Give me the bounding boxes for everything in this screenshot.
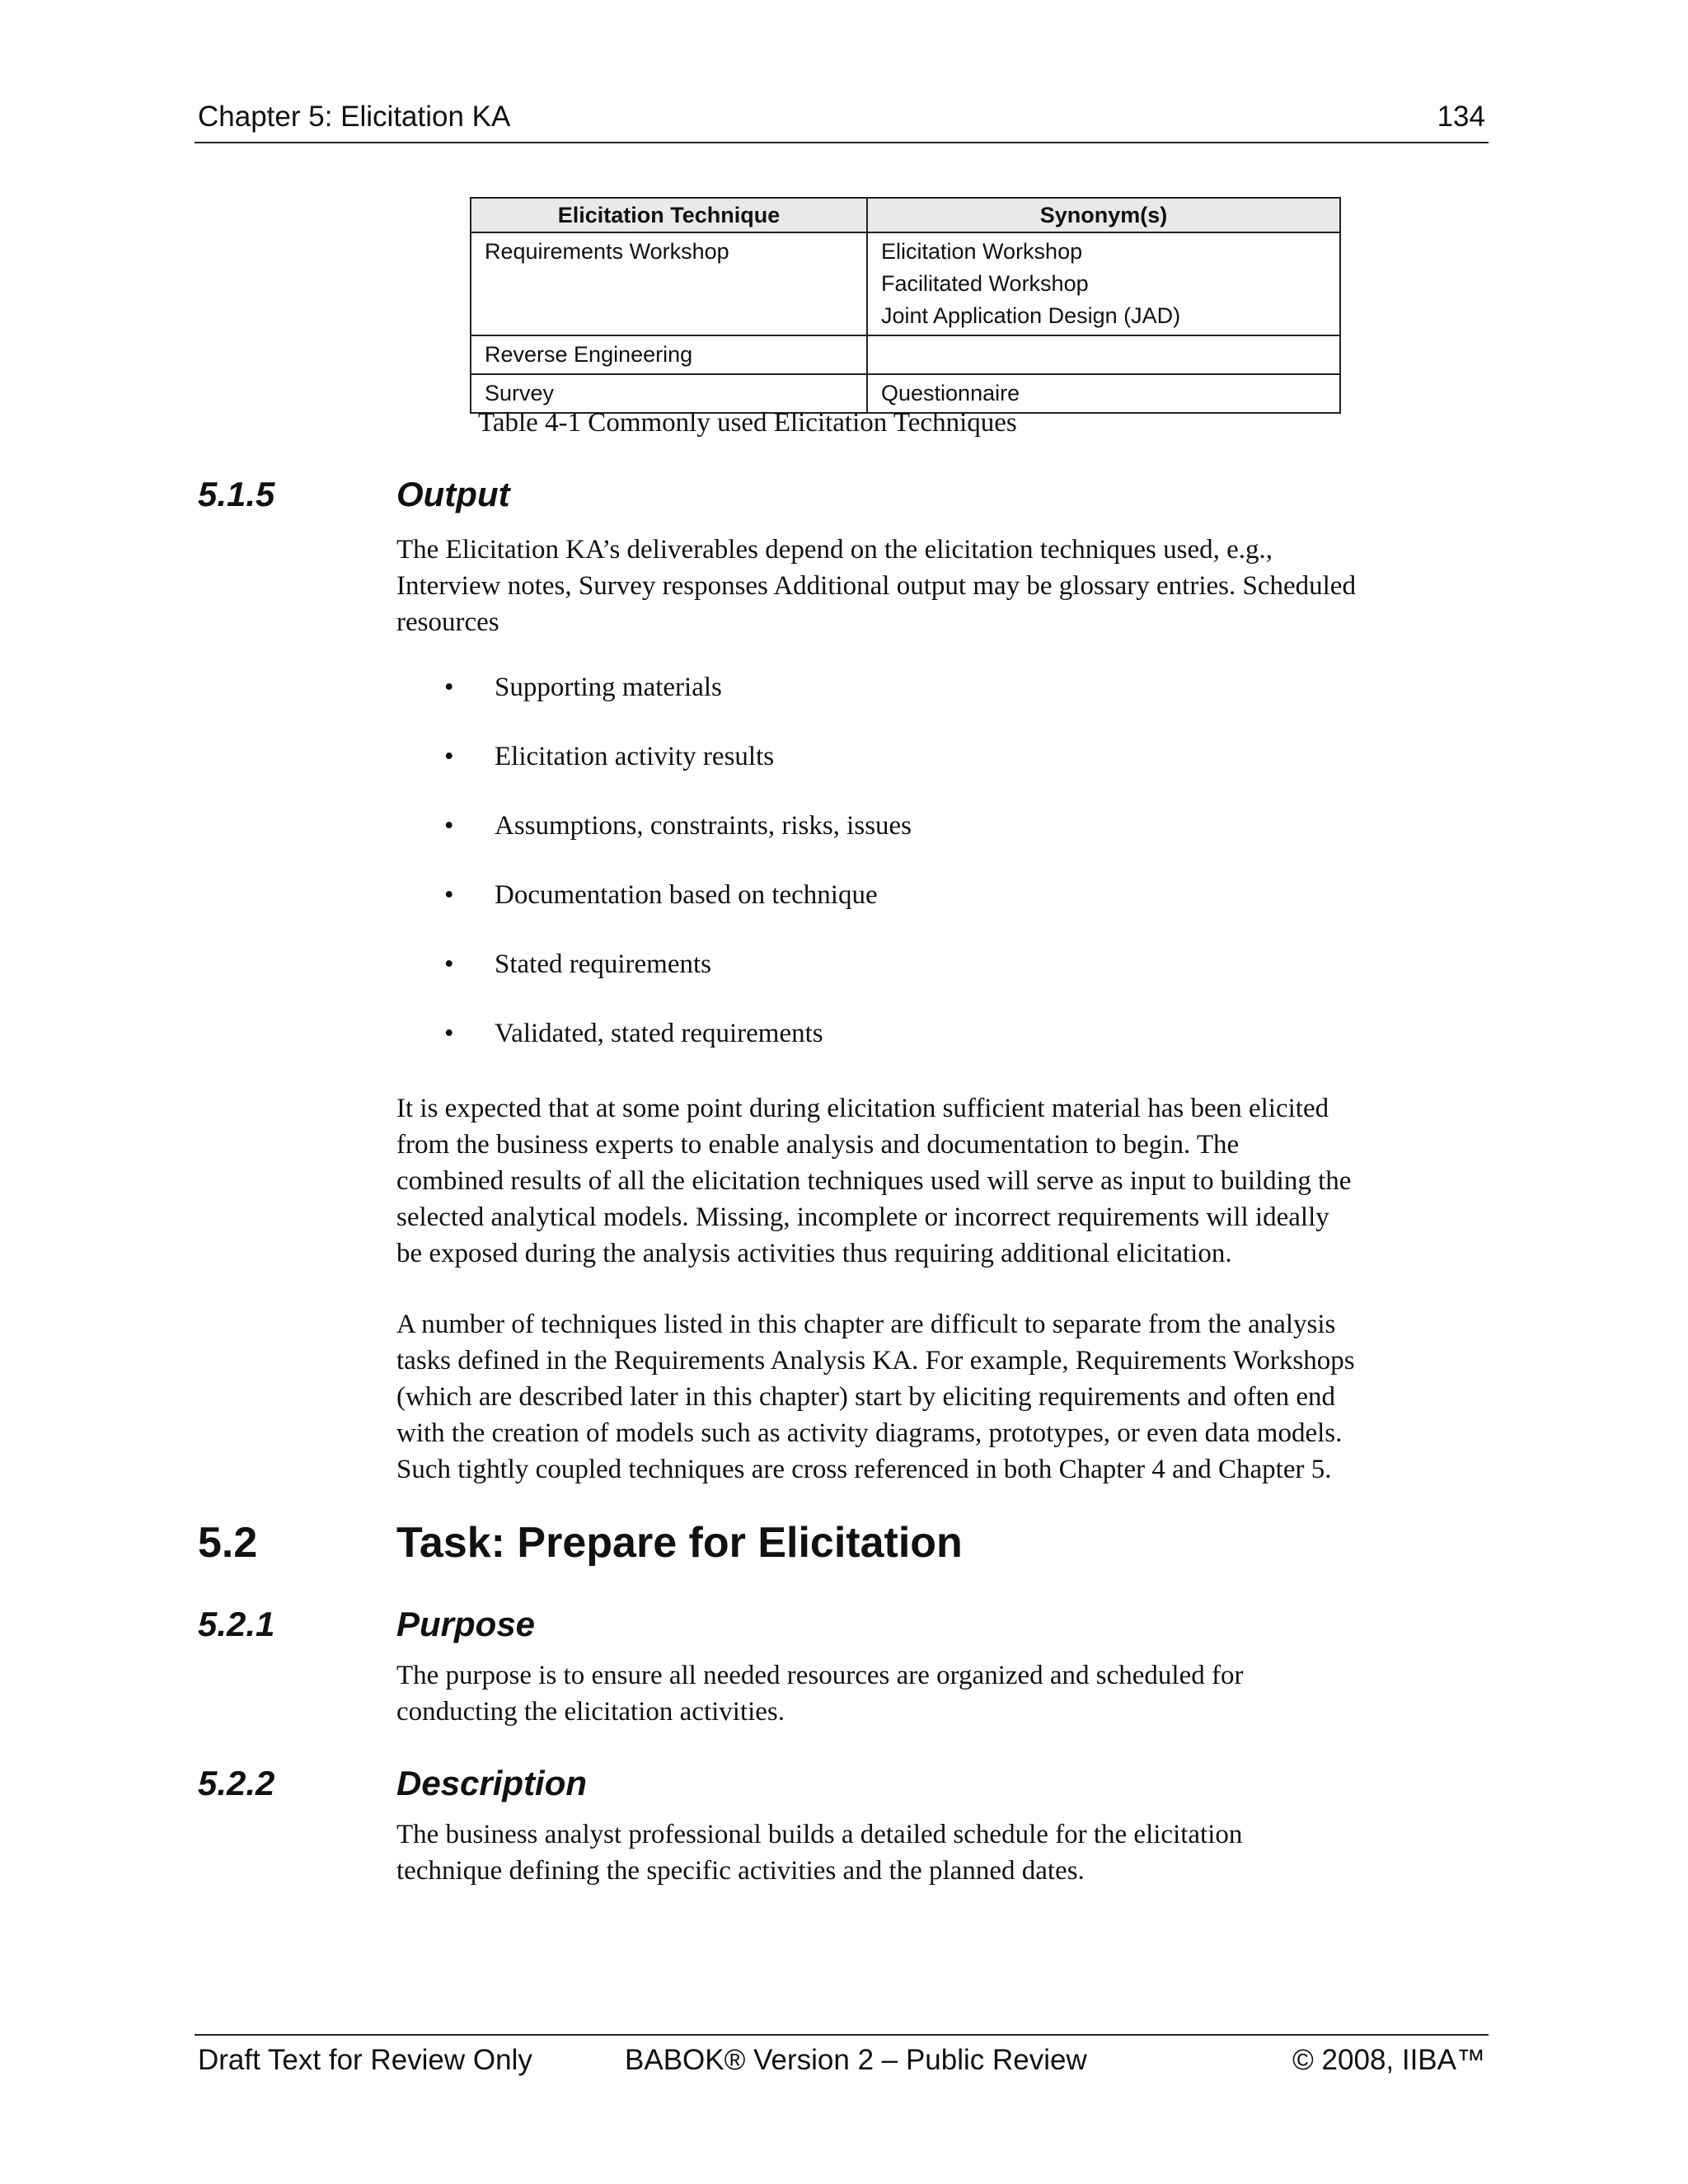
list-item (396, 1015, 912, 1085)
text-line: It is expected that at some point during elicitation sufficient material has been elicited (396, 1094, 1329, 1123)
footer-draft-note: Draft Text for Review Only (198, 2044, 532, 2076)
text-line: The Elicitation KA’s deliverables depend on the elicitation techniques used, e.g., (396, 535, 1273, 565)
column-header-synonyms: Synonym(s) (867, 198, 1340, 232)
bullet-icon: • (444, 1019, 454, 1048)
page-number: 134 (1437, 101, 1485, 133)
output-paragraph-1 (396, 1090, 1501, 1272)
footer-version: BABOK® Version 2 – Public Review (625, 2044, 1087, 2076)
section-number-task: 5.2 (198, 1519, 258, 1567)
list-item-text: Documentation based on technique (495, 880, 878, 910)
list-item-text: Elicitation activity results (495, 742, 775, 771)
section-title-task: Task: Prepare for Elicitation (396, 1519, 963, 1567)
list-item-text: Assumptions, constraints, risks, issues (495, 811, 912, 841)
output-intro-paragraph (396, 532, 1501, 640)
synonyms-cell (867, 374, 1340, 413)
table-header-row (471, 198, 1340, 232)
section-title-output: Output (396, 475, 510, 513)
synonyms-cell (867, 232, 1340, 335)
page-header (195, 99, 1489, 143)
list-item (396, 946, 912, 1015)
text-line: (which are described later in this chapter) start by eliciting requirements and often end (396, 1382, 1335, 1412)
bullet-icon: • (444, 880, 454, 910)
section-number-purpose: 5.2.1 (198, 1605, 275, 1643)
section-number-output: 5.1.5 (198, 475, 275, 513)
list-item (396, 808, 912, 877)
technique-cell: Requirements Workshop (471, 232, 867, 335)
text-line: The business analyst professional builds a detailed schedule for the elicitation (396, 1820, 1243, 1849)
elicitation-techniques-table (470, 197, 1341, 414)
footer-copyright: © 2008, IIBA™ (1292, 2044, 1485, 2076)
bullet-icon: • (444, 811, 454, 841)
list-item-text: Supporting materials (495, 673, 722, 702)
text-line: Such tightly coupled techniques are cross referenced in both Chapter 4 and Chapter 5. (396, 1455, 1332, 1484)
bullet-icon: • (444, 673, 454, 702)
text-line: The purpose is to ensure all needed resources are organized and scheduled for (396, 1661, 1244, 1690)
section-title-purpose: Purpose (396, 1605, 536, 1643)
text-line: be exposed during the analysis activities thus requiring additional elicitation. (396, 1239, 1232, 1268)
chapter-title: Chapter 5: Elicitation KA (198, 101, 511, 133)
section-title-description: Description (396, 1764, 588, 1802)
text-line: from the business experts to enable analysis and documentation to begin. The (396, 1130, 1240, 1160)
purpose-paragraph (396, 1657, 1501, 1730)
text-line: resources (396, 607, 499, 637)
list-item (396, 738, 912, 808)
synonym: Elicitation Workshop (881, 239, 1083, 264)
list-item (396, 877, 912, 946)
text-line: Interview notes, Survey responses Additional output may be glossary entries. Scheduled (396, 571, 1356, 601)
synonym: Facilitated Workshop (881, 271, 1089, 296)
column-header-technique: Elicitation Technique (471, 198, 867, 232)
bullet-icon: • (444, 949, 454, 979)
list-item-text: Validated, stated requirements (495, 1019, 823, 1048)
table-row (471, 335, 1340, 374)
table-row (471, 374, 1340, 413)
bullet-icon: • (444, 742, 454, 771)
synonym: Questionnaire (881, 381, 1020, 405)
text-line: technique defining the specific activities and the planned dates. (396, 1856, 1085, 1886)
text-line: A number of techniques listed in this chapter are difficult to separate from the analysis (396, 1310, 1336, 1339)
text-line: selected analytical models. Missing, incomplete or incorrect requirements will ideally (396, 1202, 1329, 1232)
technique-cell: Survey (471, 374, 867, 413)
section-number-description: 5.2.2 (198, 1764, 275, 1802)
synonym: Joint Application Design (JAD) (881, 303, 1181, 328)
synonyms-cell (867, 335, 1340, 374)
text-line: conducting the elicitation activities. (396, 1697, 785, 1727)
text-line: combined results of all the elicitation techniques used will serve as input to building the (396, 1166, 1352, 1196)
text-line: with the creation of models such as activity diagrams, prototypes, or even data models. (396, 1418, 1343, 1448)
page-footer (195, 2034, 1489, 2085)
list-item-text: Stated requirements (495, 949, 712, 979)
output-bullet-list (396, 669, 912, 1085)
table-row (471, 232, 1340, 335)
table-caption: Table 4-1 Commonly used Elicitation Techniques (478, 408, 1017, 438)
description-paragraph (396, 1816, 1501, 1889)
list-item (396, 669, 912, 738)
output-paragraph-2 (396, 1306, 1501, 1488)
text-line: tasks defined in the Requirements Analysis KA. For example, Requirements Workshops (396, 1346, 1355, 1376)
technique-cell: Reverse Engineering (471, 335, 867, 374)
